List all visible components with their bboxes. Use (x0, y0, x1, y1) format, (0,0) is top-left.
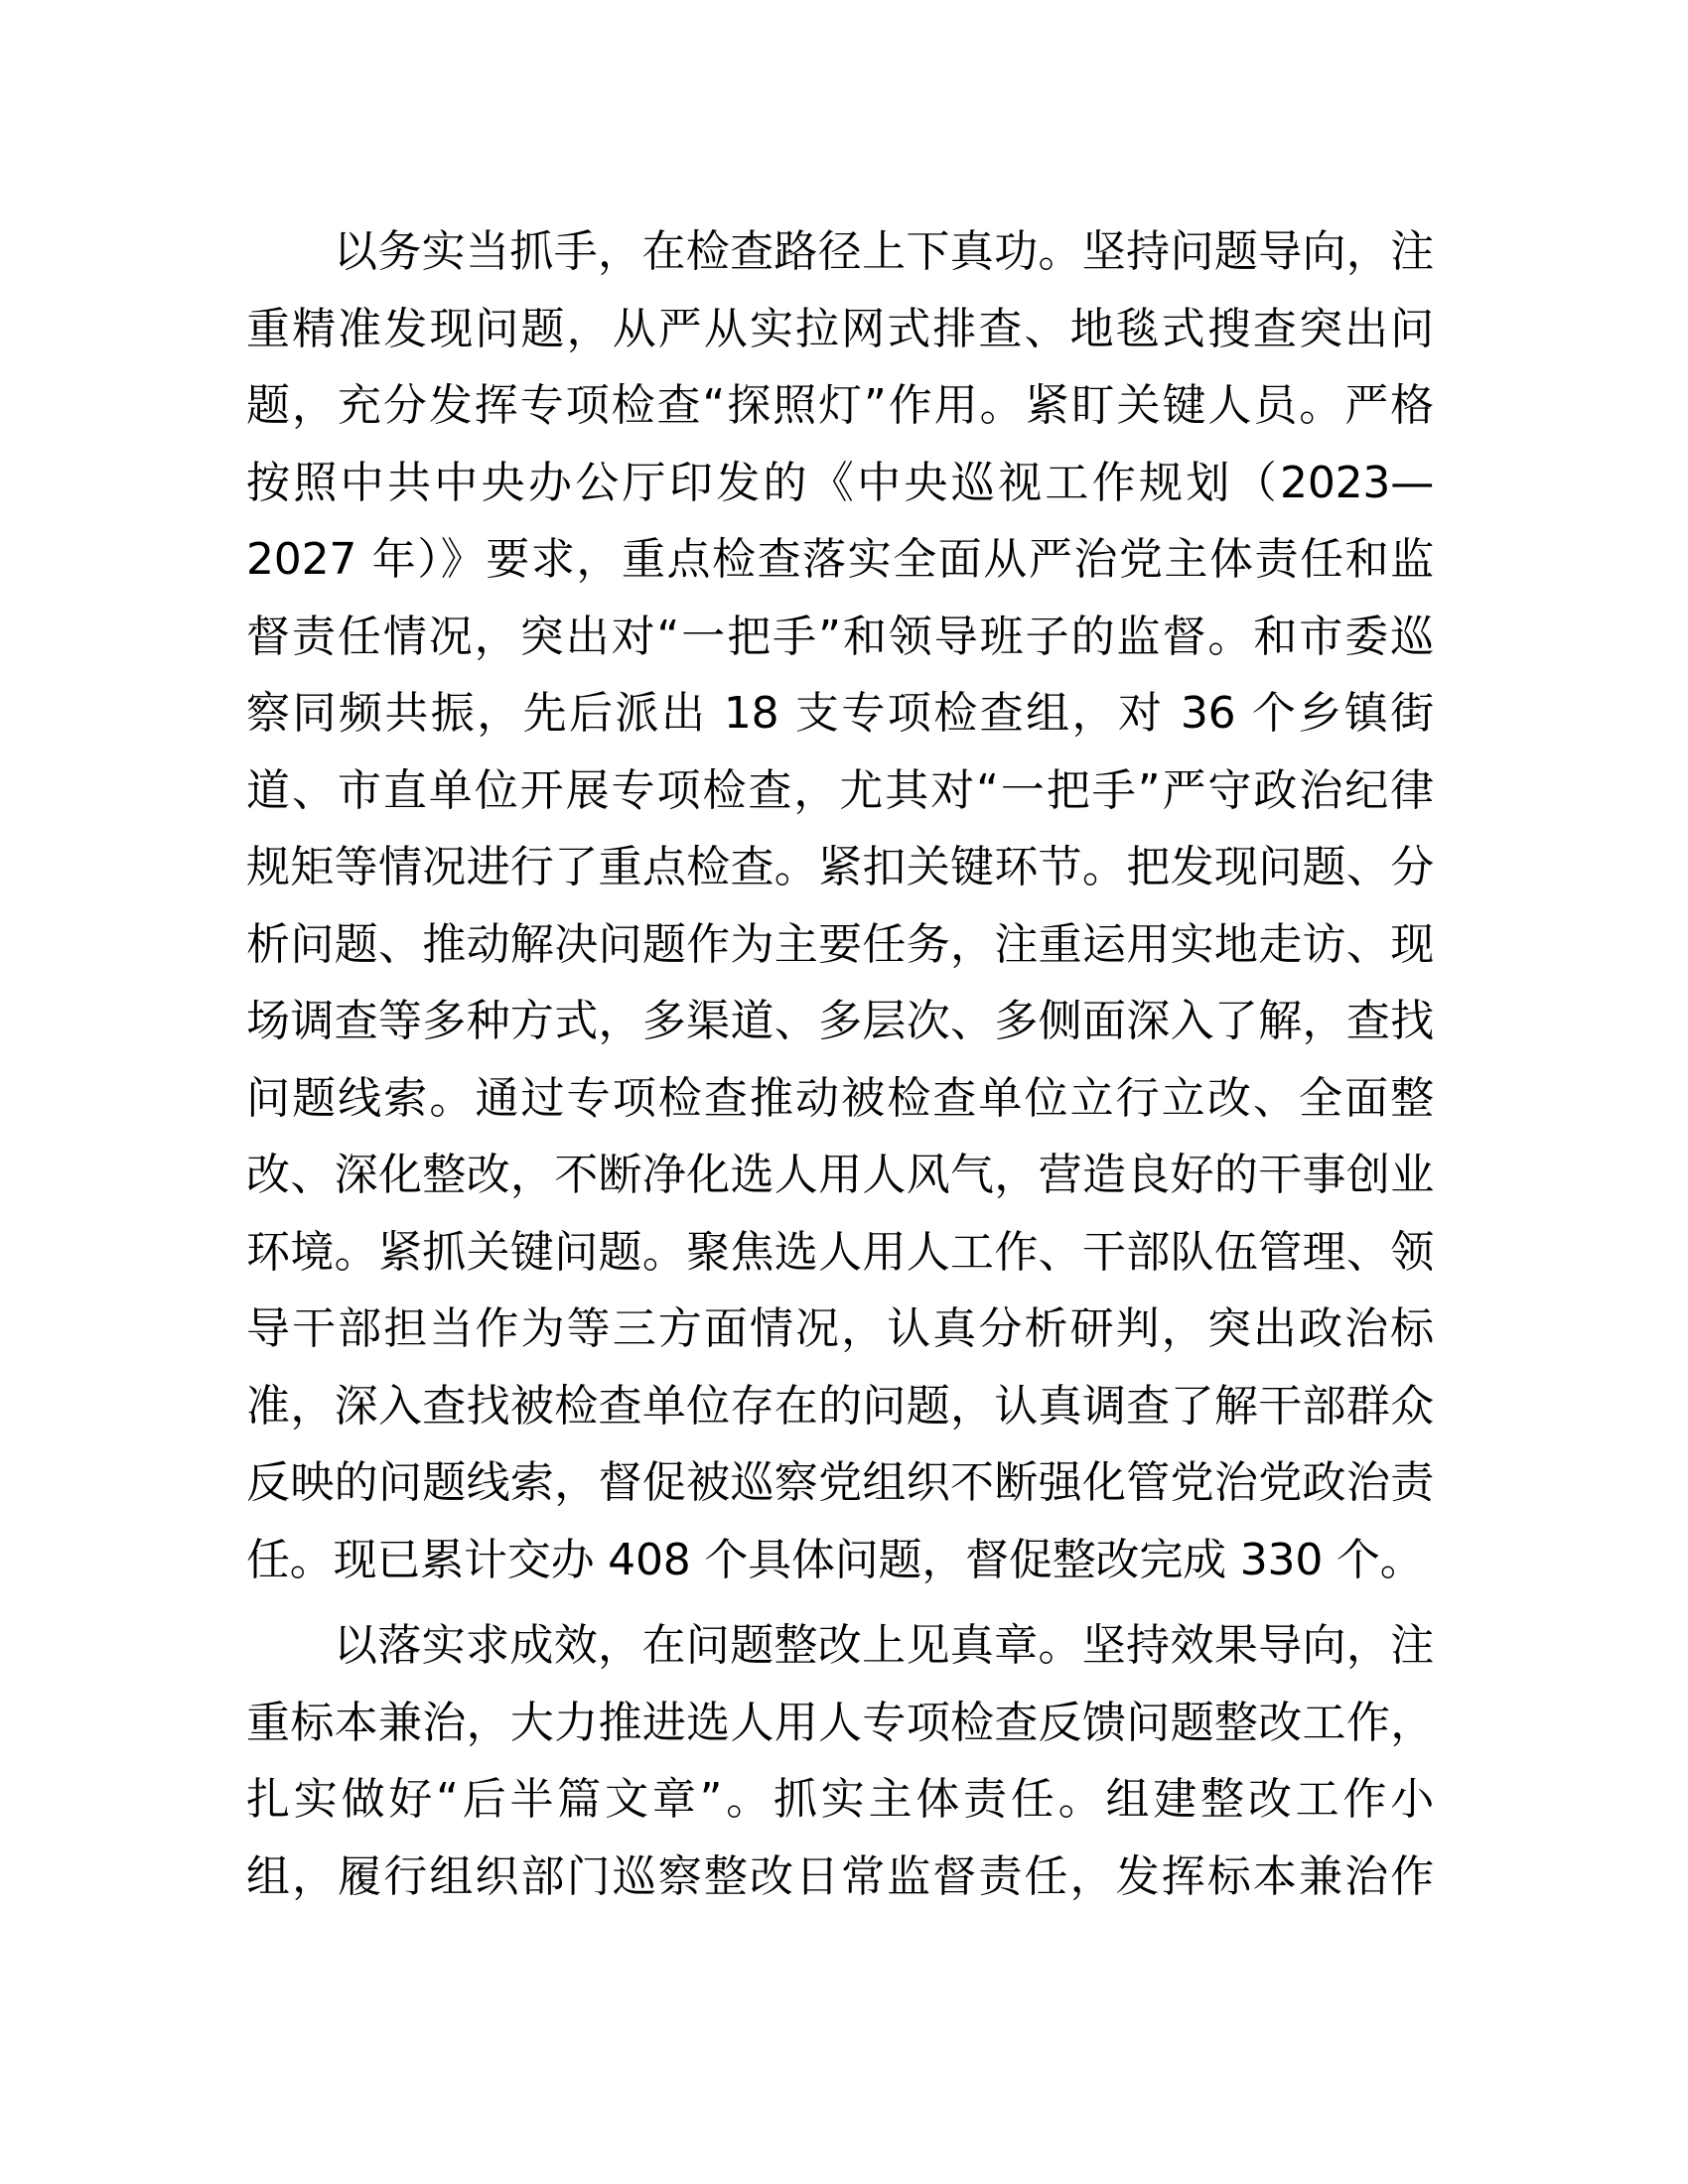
text-line: 准，深入查找被检查单位存在的问题，认真调查了解干部群众 (246, 1380, 1434, 1432)
paragraph-rectification (246, 1607, 1434, 1915)
text-line: 场调查等多种方式，多渠道、多层次、多侧面深入了解，查找 (246, 996, 1434, 1046)
text-line: 察同频共振，先后派出 18 支专项检查组，对 36 个乡镇街 (246, 688, 1434, 739)
text-line: 重精准发现问题，从严从实拉网式排查、地毯式搜查突出问 (246, 303, 1434, 354)
text-line: 环境。紧抓关键问题。聚焦选人用人工作、干部队伍管理、领 (246, 1226, 1434, 1278)
text-line: 以落实求成效，在问题整改上见真章。坚持效果导向，注 (334, 1620, 1434, 1671)
text-line: 规矩等情况进行了重点检查。紧扣关键环节。把发现问题、分 (246, 842, 1434, 892)
text-line: 按照中共中央办公厅印发的《中央巡视工作规划（2023— (246, 457, 1434, 508)
text-line: 2027 年）》要求，重点检查落实全面从严治党主体责任和监 (246, 534, 1434, 585)
paragraph-inspection-path (246, 213, 1434, 1598)
document-body (246, 213, 1434, 1915)
text-line: 导干部担当作为等三方面情况，认真分析研判，突出政治标 (246, 1303, 1434, 1354)
text-line: 析问题、推动解决问题作为主要任务，注重运用实地走访、现 (246, 918, 1434, 970)
text-line: 反映的问题线索，督促被巡察党组织不断强化管党治党政治责 (246, 1457, 1434, 1508)
text-line: 任。现已累计交办 408 个具体问题，督促整改完成 330 个。 (246, 1534, 1424, 1585)
text-line: 道、市直单位开展专项检查，尤其对“一把手”严守政治纪律 (246, 764, 1434, 816)
text-line: 组，履行组织部门巡察整改日常监督责任，发挥标本兼治作 (246, 1850, 1434, 1902)
text-line: 重标本兼治，大力推进选人用人专项检查反馈问题整改工作， (246, 1697, 1434, 1748)
text-line: 扎实做好“后半篇文章”。抓实主体责任。组建整改工作小 (246, 1774, 1434, 1825)
text-line: 题，充分发挥专项检查“探照灯”作用。紧盯关键人员。严格 (246, 380, 1434, 431)
text-line: 问题线索。通过专项检查推动被检查单位立行立改、全面整 (246, 1072, 1434, 1124)
text-line: 督责任情况，突出对“一把手”和领导班子的监督。和市委巡 (246, 611, 1434, 662)
text-line: 以务实当抓手，在检查路径上下真功。坚持问题导向，注 (334, 226, 1434, 277)
text-line: 改、深化整改，不断净化选人用人风气，营造良好的干事创业 (246, 1150, 1434, 1200)
